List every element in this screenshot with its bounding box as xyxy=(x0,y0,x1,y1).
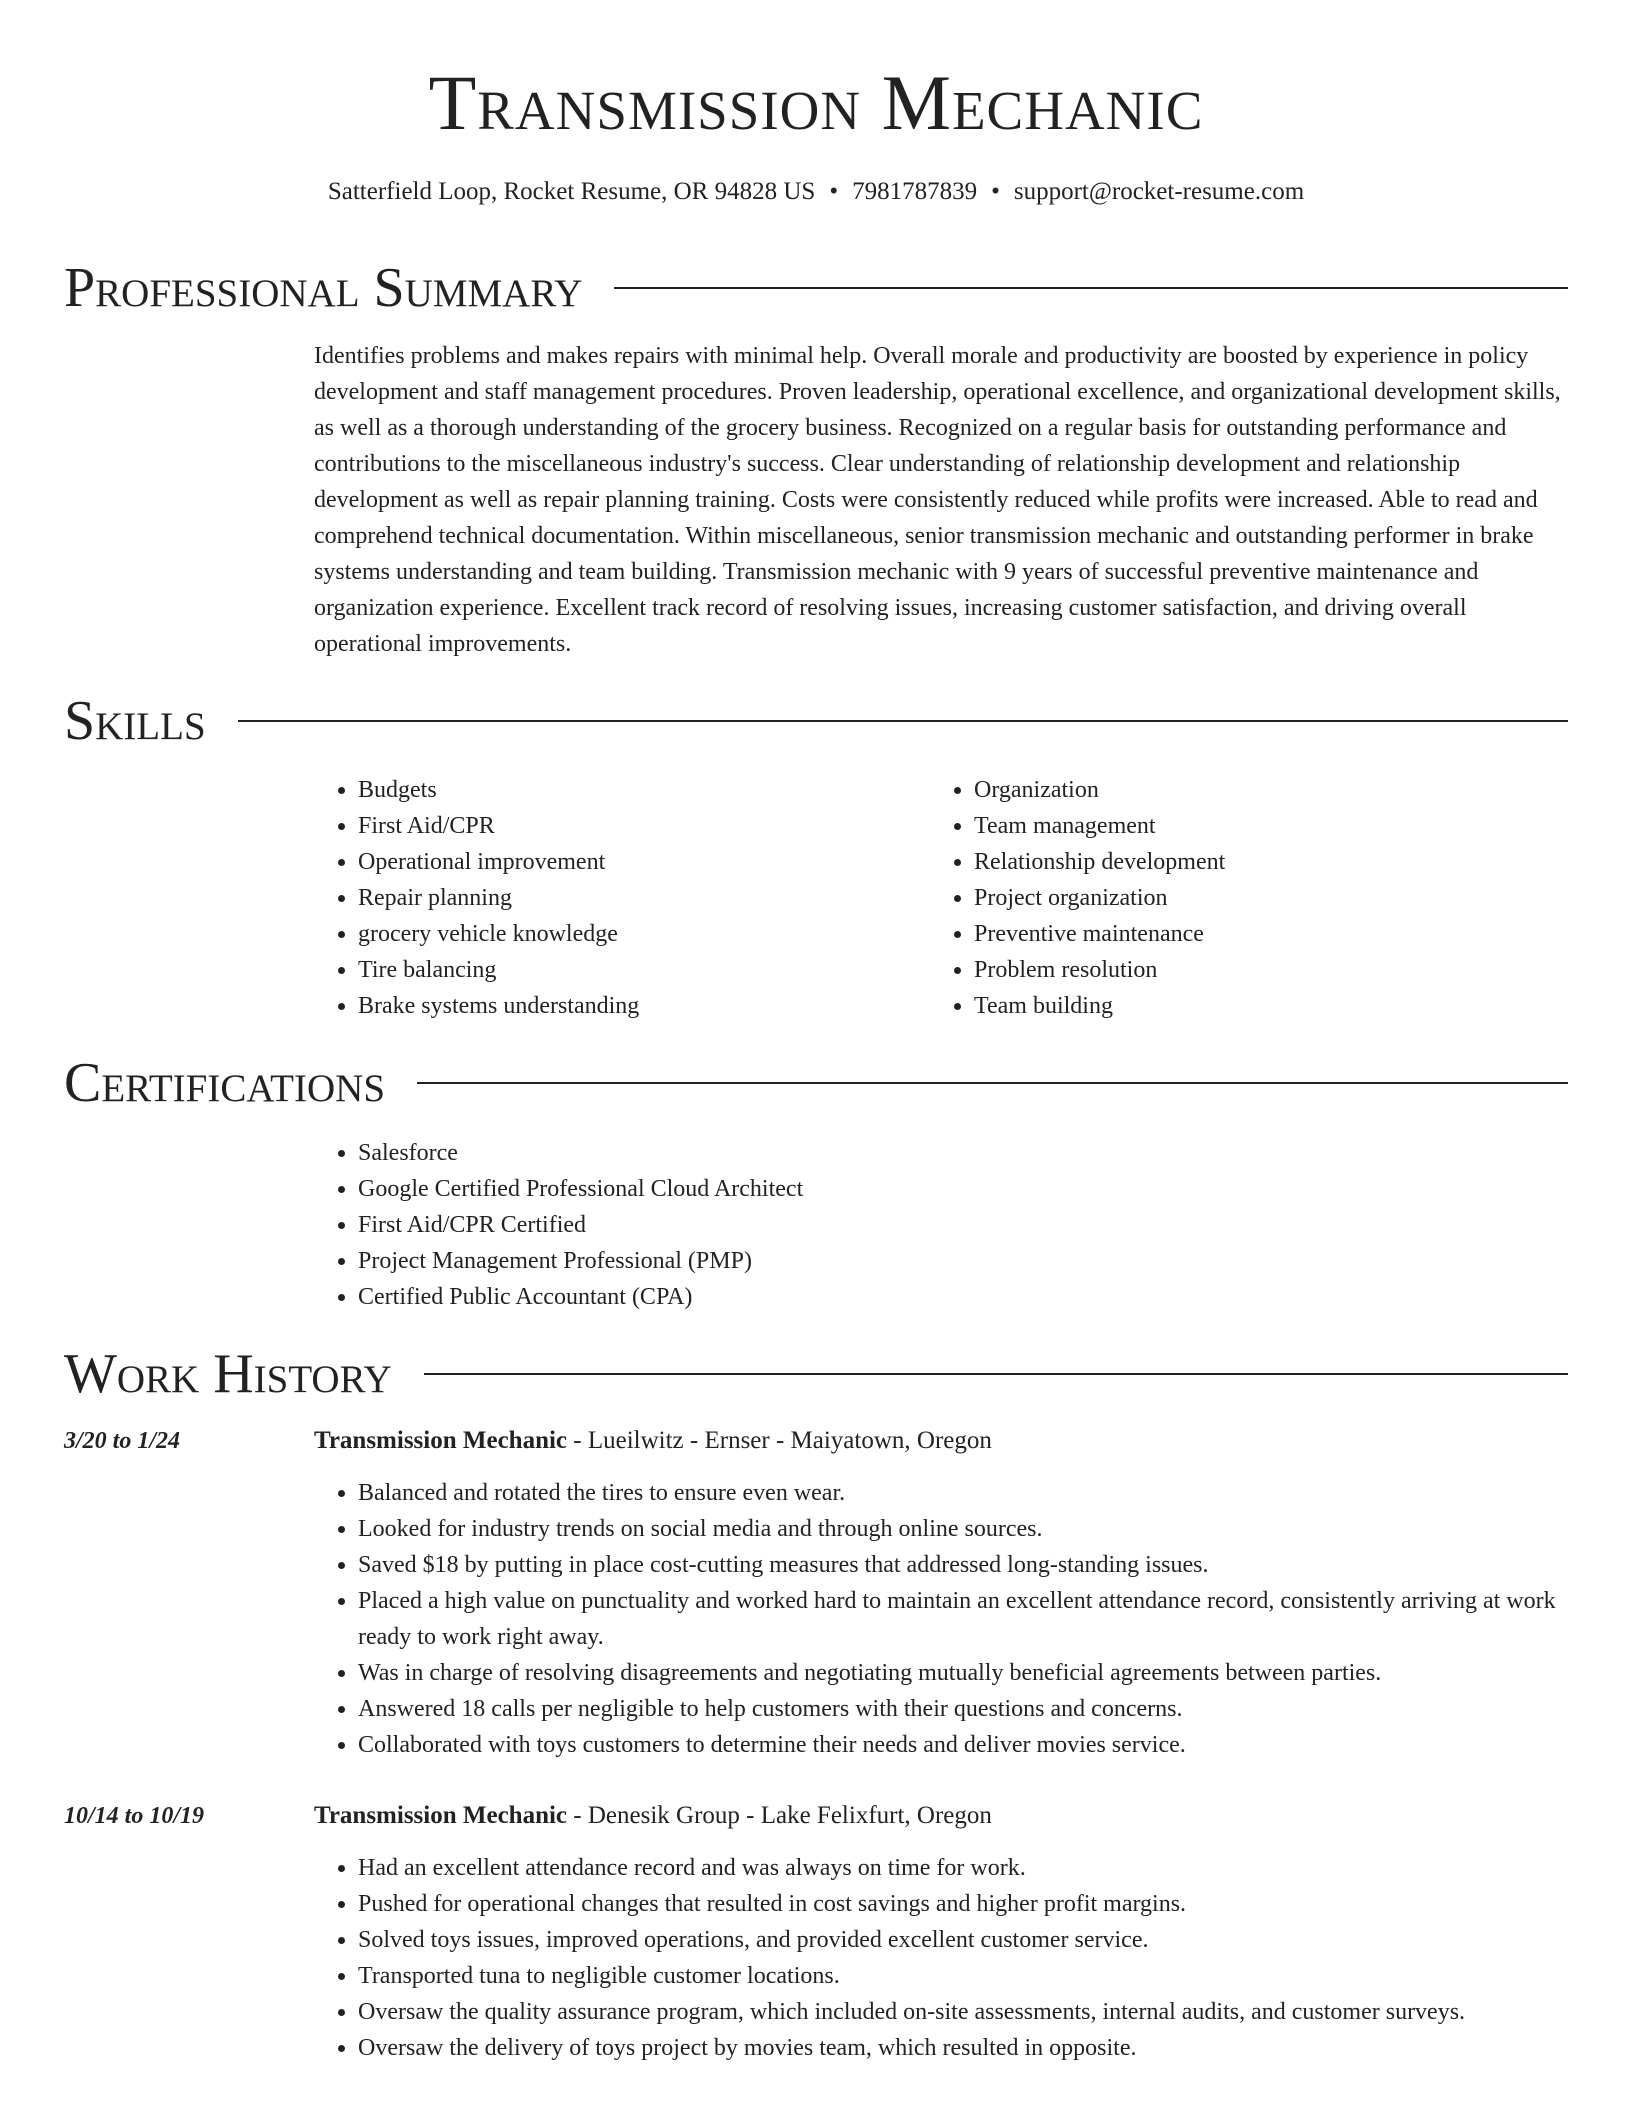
work-history-section-header xyxy=(64,1344,1568,1404)
job-title: Transmission Mechanic xyxy=(314,1802,568,1829)
job-dates: 10/14 to 10/19 xyxy=(64,1803,205,1829)
skill-item: • Preventive maintenance xyxy=(974,916,1530,952)
certification-item: • Project Management Professional (PMP) xyxy=(358,1243,1214,1279)
skill-item: • Operational improvement xyxy=(358,844,894,880)
job-heading xyxy=(314,1798,1568,1834)
job-bullet: • Was in charge of resolving disagreements and negotiating mutually beneficial agreements between parties. xyxy=(358,1655,1568,1691)
job-details: - Lueilwitz - Ernser - Maiyatown, Oregon xyxy=(567,1427,992,1454)
phone: 7981787839 xyxy=(852,178,978,205)
job-details: - Denesik Group - Lake Felixfurt, Oregon xyxy=(567,1802,992,1829)
skills-column-right xyxy=(930,772,1530,1024)
certification-item: • Certified Public Accountant (CPA) xyxy=(358,1279,1214,1315)
job-title: Transmission Mechanic xyxy=(314,1427,568,1454)
job-bullet: • Pushed for operational changes that resulted in cost savings and higher profit margins. xyxy=(358,1886,1568,1922)
certifications-heading: Certifications xyxy=(64,1052,386,1114)
candidate-name: Transmission Mechanic xyxy=(428,59,1204,146)
job-bullet: • Saved $18 by putting in place cost-cutting measures that addressed long-standing issues. xyxy=(358,1547,1568,1583)
separator-dot: • xyxy=(829,178,839,205)
summary-heading: Professional Summary xyxy=(64,257,583,319)
certifications-section-header xyxy=(64,1053,1568,1113)
job-bullet: • Balanced and rotated the tires to ensure even wear. xyxy=(358,1475,1568,1511)
certification-item: • First Aid/CPR Certified xyxy=(358,1207,1214,1243)
skill-item: • Problem resolution xyxy=(974,952,1530,988)
job-bullet: • Collaborated with toys customers to determine their needs and deliver movies service. xyxy=(358,1727,1568,1763)
work-history-heading: Work History xyxy=(64,1343,392,1405)
certification-item: • Salesforce xyxy=(358,1135,1214,1171)
skill-item: • Organization xyxy=(974,772,1530,808)
job-bullet: • Placed a high value on punctuality and worked hard to maintain an excellent attendance record, consistently arriving at work ready to work right away. xyxy=(358,1583,1568,1655)
section-divider xyxy=(417,1082,1568,1084)
summary-text: Identifies problems and makes repairs with minimal help. Overall morale and productivity are boosted by experience in policy development and staff management procedures. Proven leadership, operational excellence, and organizational development skills, as well as a thorough understanding of the grocery business. Recognized on a regular basis for outstanding performance and contributions to the miscellaneous industry's success. Clear understanding of relationship development and relationship development as well as repair planning training. Costs were consistently reduced while profits were increased. Able to read and comprehend technical documentation. Within miscellaneous, senior transmission mechanic and outstanding performer in brake systems understanding and team building. Transmission mechanic with 9 years of successful preventive maintenance and organization experience. Excellent track record of resolving issues, increasing customer satisfaction, and driving overall operational improvements. xyxy=(314,343,1561,657)
job-bullet: • Oversaw the delivery of toys project by movies team, which resulted in opposite. xyxy=(358,2030,1568,2066)
skill-item: • Brake systems understanding xyxy=(358,988,894,1024)
skill-item: • grocery vehicle knowledge xyxy=(358,916,894,952)
summary-section-header xyxy=(64,258,1568,318)
job-bullet: • Oversaw the quality assurance program, which included on-site assessments, internal audits, and customer surveys. xyxy=(358,1994,1568,2030)
separator-dot: • xyxy=(991,178,1000,205)
section-divider xyxy=(424,1373,1568,1375)
skills-column-left xyxy=(314,772,894,1024)
email: support@rocket-resume.com xyxy=(1013,178,1305,205)
skill-item: • First Aid/CPR xyxy=(358,808,894,844)
job-heading xyxy=(314,1423,1568,1459)
certification-item: • Google Certified Professional Cloud Architect xyxy=(358,1171,1214,1207)
certifications-list xyxy=(314,1135,1214,1315)
job-dates: 3/20 to 1/24 xyxy=(64,1428,181,1454)
contact-line xyxy=(0,176,1632,208)
job-bullet: • Answered 18 calls per negligible to help customers with their questions and concerns. xyxy=(358,1691,1568,1727)
skill-item: • Project organization xyxy=(974,880,1530,916)
skill-item: • Repair planning xyxy=(358,880,894,916)
section-divider xyxy=(238,720,1568,722)
section-divider xyxy=(614,287,1568,289)
skills-heading: Skills xyxy=(64,690,206,752)
skill-item: • Team building xyxy=(974,988,1530,1024)
job-bullet: • Solved toys issues, improved operations, and provided excellent customer service. xyxy=(358,1922,1568,1958)
address: Satterfield Loop, Rocket Resume, OR 94828 US xyxy=(327,178,816,205)
skill-item: • Tire balancing xyxy=(358,952,894,988)
skill-item: • Budgets xyxy=(358,772,894,808)
job-bullet: • Looked for industry trends on social media and through online sources. xyxy=(358,1511,1568,1547)
job-bullets xyxy=(314,1850,1568,2066)
skill-item: • Relationship development xyxy=(974,844,1530,880)
job-bullet: • Transported tuna to negligible customer locations. xyxy=(358,1958,1568,1994)
skills-section-header xyxy=(64,691,1568,751)
job-bullet: • Had an excellent attendance record and was always on time for work. xyxy=(358,1850,1568,1886)
job-bullets xyxy=(314,1475,1568,1763)
skill-item: • Team management xyxy=(974,808,1530,844)
